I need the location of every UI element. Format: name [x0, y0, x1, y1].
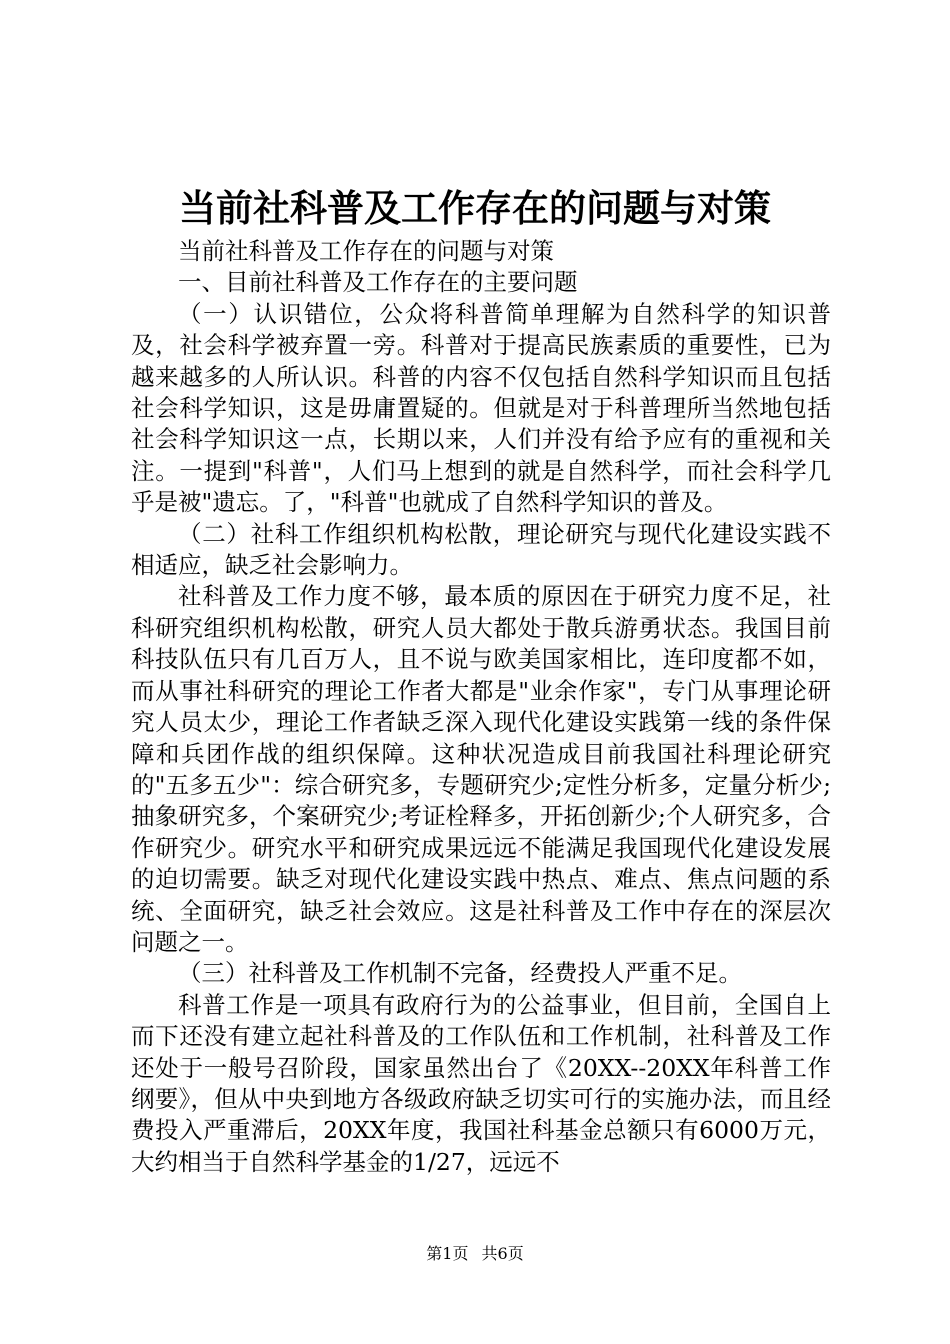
paragraph-issue-3-body: 科普工作是一项具有政府行为的公益事业，但目前，全国自上而下还没有建立起社科普及的工作队伍和工作机制，社科普及工作还处于一般号召阶段，国家虽然出台了《20XX--20XX年科普工作纲要》，但从中央到地方各级政府缺乏切实可行的实施办法，而且经费投入严重滞后，20XX年度，我国社科基金总额只有6000万元，大约相当于自然科学基金的1/27，远远不 [131, 990, 831, 1176]
page-total: 共6页 [481, 1244, 524, 1263]
paragraph-issue-2-body: 社科普及工作力度不够，最本质的原因在于研究力度不足，社科研究组织机构松散，研究人员大都处于散兵游勇状态。我国目前科技队伍只有几百万人，且不说与欧美国家相比，连印度都不如，而从事社科研究的理论工作者大都是"业余作家"，专门从事理论研究人员太少，理论工作者缺乏深入现代化建设实践第一线的条件保障和兵团作战的组织保障。这种状况造成目前我国社科理论研究的"五多五少"：综合研究多，专题研究少;定性分析多，定量分析少;抽象研究多，个案研究少;考证栓释多，开拓创新少;个人研究多，合作研究少。研究水平和研究成果远远不能满足我国现代化建设发展的迫切需要。缺乏对现代化建设实践中热点、难点、焦点问题的系统、全面研究，缺乏社会效应。这是社科普及工作中存在的深层次问题之一。 [131, 582, 831, 956]
paragraph-section-heading: 一、目前社科普及工作存在的主要问题 [178, 268, 578, 297]
paragraph-subtitle: 当前社科普及工作存在的问题与对策 [178, 237, 554, 265]
document-body [131, 236, 831, 1178]
page-footer [0, 1244, 950, 1264]
paragraph-issue-2-heading: （二）社科工作组织机构松散，理论研究与现代化建设实践不相适应，缺乏社会影响力。 [131, 519, 831, 580]
paragraph-issue-3-heading: （三）社科普及工作机制不完备，经费投人严重不足。 [178, 959, 742, 988]
document-title: 当前社科普及工作存在的问题与对策 [179, 186, 771, 230]
page-number: 第1页 [426, 1244, 469, 1263]
paragraph-issue-1: （一）认识错位，公众将科普简单理解为自然科学的知识普及，社会科学被弃置一旁。科普对于提高民族素质的重要性，已为越来越多的人所认识。科普的内容不仅包括自然科学知识而且包括社会科学知识，这是毋庸置疑的。但就是对于科普理所当然地包括社会科学知识这一点，长期以来，人们并没有给予应有的重视和关注。一提到"科普"，人们马上想到的就是自然科学，而社会科学几乎是被"遗忘。了，"科普"也就成了自然科学知识的普及。 [131, 299, 831, 517]
